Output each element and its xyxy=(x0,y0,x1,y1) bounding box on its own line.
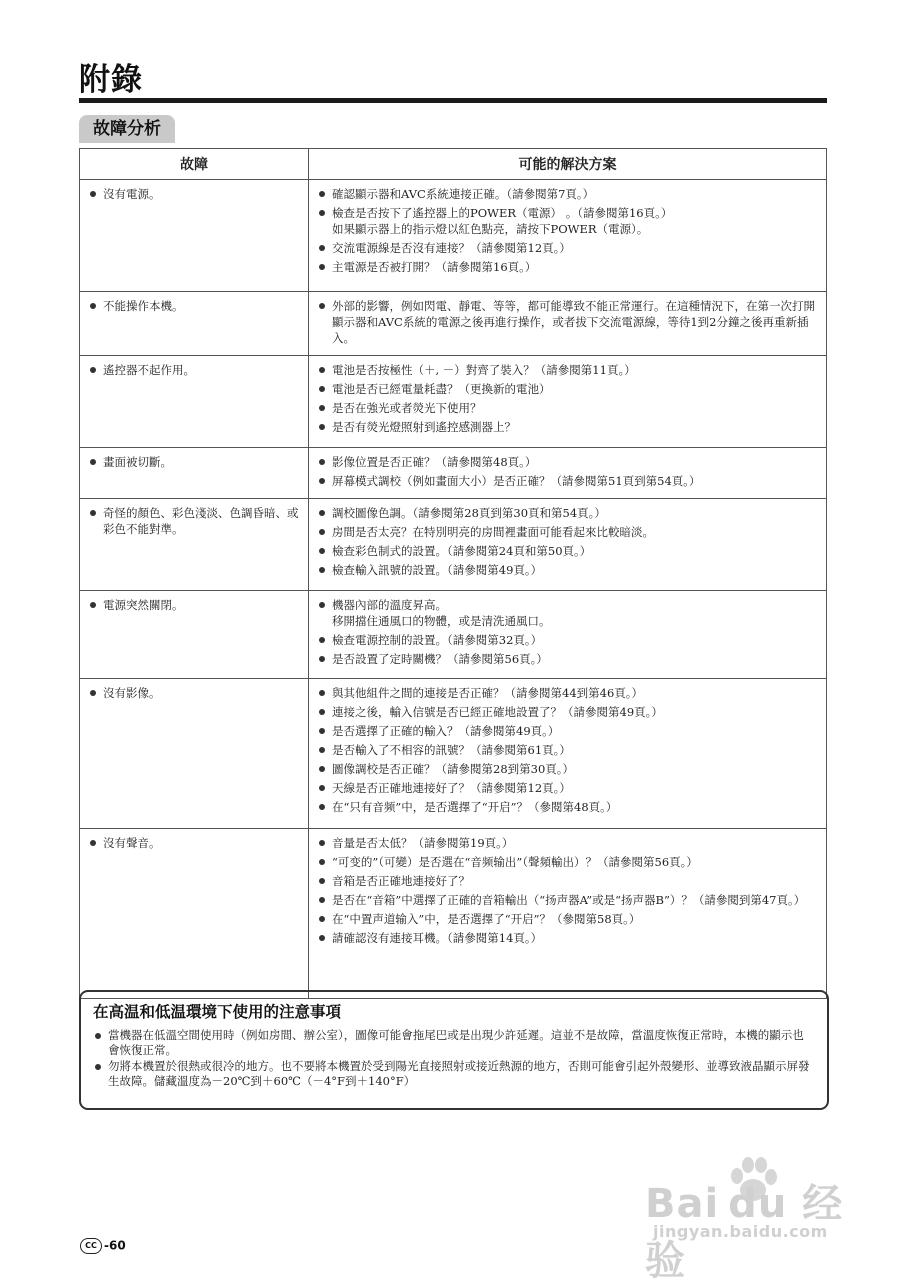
solution-item: 圖像調校是否正確？（請參閱第28到第30頁。） xyxy=(317,761,818,777)
solution-item: 連接之後，輸入信號是否已經正確地設置了？（請參閱第49頁。） xyxy=(317,704,818,720)
solution-item: 請確認沒有連接耳機。（請參閱第14頁。） xyxy=(317,930,818,946)
header-solution: 可能的解決方案 xyxy=(309,149,827,180)
solution-item: 交流電源線是否沒有連接？（請參閱第12頁。） xyxy=(317,240,818,256)
solution-item: 是否在“音箱”中選擇了正確的音箱輸出（“扬声器A”或是“扬声器B”）？（請參閱到第47頁。） xyxy=(317,892,818,908)
solution-item: 是否輸入了不相容的訊號？（請參閱第61頁。） xyxy=(317,742,818,758)
solution-item: 在“只有音频”中，是否選擇了“开启”？（參閱第48頁。） xyxy=(317,799,818,815)
problem-cell xyxy=(80,180,309,292)
page-number xyxy=(80,1238,126,1254)
problem-text: 奇怪的顏色、彩色淺淡、色調昏暗、或彩色不能對準。 xyxy=(88,505,300,537)
solution-cell xyxy=(309,356,827,448)
problem-text: 沒有電源。 xyxy=(88,186,300,202)
solution-item: 與其他組件之間的連接是否正確？（請參閱第44到第46頁。） xyxy=(317,685,818,701)
solution-cell xyxy=(309,448,827,499)
solution-item: 機器內部的溫度昇高。 移開擋住通風口的物體，或是清洗通風口。 xyxy=(317,597,818,629)
solution-item: 音量是否太低？（請參閱第19頁。） xyxy=(317,835,818,851)
header-problem: 故障 xyxy=(80,149,309,180)
solution-item: 是否設置了定時關機？（請參閱第56頁。） xyxy=(317,651,818,667)
watermark-brand: Bai du 经验 xyxy=(645,1181,844,1284)
table-row xyxy=(80,829,827,999)
problem-text: 沒有聲音。 xyxy=(88,835,300,851)
solution-cell xyxy=(309,292,827,356)
page-title: 附錄 xyxy=(79,62,143,98)
solution-cell xyxy=(309,591,827,679)
solution-item: 檢查電源控制的設置。（請參閱第32頁。） xyxy=(317,632,818,648)
solution-item: 在“中置声道输入”中，是否選擇了“开启”？（參閱第58頁。） xyxy=(317,911,818,927)
solution-cell xyxy=(309,499,827,591)
problem-text: 電源突然關閉。 xyxy=(88,597,300,613)
solution-item: 主電源是否被打開？（請參閱第16頁。） xyxy=(317,259,818,275)
solution-item: 電池是否按極性（＋, －）對齊了裝入？（請參閱第11頁。） xyxy=(317,362,818,378)
problem-cell xyxy=(80,292,309,356)
solution-item: 確認顯示器和AVC系統連接正確。（請參閱第7頁。） xyxy=(317,186,818,202)
problem-cell xyxy=(80,829,309,999)
problem-text: 沒有影像。 xyxy=(88,685,300,701)
table-header-row xyxy=(80,149,827,180)
solution-cell xyxy=(309,180,827,292)
problem-cell xyxy=(80,679,309,829)
solution-item: 天線是否正確地連接好了？（請參閱第12頁。） xyxy=(317,780,818,796)
table-row xyxy=(80,180,827,292)
problem-cell xyxy=(80,356,309,448)
table-row xyxy=(80,499,827,591)
solution-item: 是否在強光或者熒光下使用？ xyxy=(317,400,818,416)
problem-cell xyxy=(80,499,309,591)
solution-item: 電池是否已經電量耗盡？（更換新的電池） xyxy=(317,381,818,397)
solution-item: 房間是否太亮？在特別明亮的房間裡畫面可能看起來比較暗淡。 xyxy=(317,524,818,540)
solution-item: 是否選擇了正確的輸入？（請參閱第49頁。） xyxy=(317,723,818,739)
table-row xyxy=(80,679,827,829)
solution-item: 檢查輸入訊號的設置。（請參閱第49頁。） xyxy=(317,562,818,578)
caution-item: 當機器在低溫空間使用時（例如房間、辦公室），圖像可能會拖尾巴或是出現少許延遲。這並不是故障，當溫度恢復正常時，本機的顯示也會恢復正常。 xyxy=(93,1028,815,1058)
solution-cell xyxy=(309,679,827,829)
solution-item: 是否有熒光燈照射到遙控感測器上？ xyxy=(317,419,818,435)
solution-item: “可变的”（可變）是否選在“音频输出”（聲頻輸出）？（請參閱第56頁。） xyxy=(317,854,818,870)
section-heading: 故障分析 xyxy=(79,115,175,143)
watermark-url: jingyan.baidu.com xyxy=(653,1222,828,1241)
problem-text: 遙控器不起作用。 xyxy=(88,362,300,378)
solution-item: 檢查彩色制式的設置。（請參閱第24頁和第50頁。） xyxy=(317,543,818,559)
solution-item: 音箱是否正確地連接好了？ xyxy=(317,873,818,889)
solution-item: 屏幕模式調校（例如畫面大小）是否正確？（請參閱第51頁到第54頁。） xyxy=(317,473,818,489)
table-row xyxy=(80,448,827,499)
solution-item: 檢查是否按下了遙控器上的POWER（電源） 。（請參閱第16頁。） 如果顯示器上的指示燈以紅色點亮，請按下POWER（電源）。 xyxy=(317,205,818,237)
title-rule xyxy=(79,98,827,103)
solution-item: 調校圖像色調。（請參閱第28頁到第30頁和第54頁。） xyxy=(317,505,818,521)
caution-title: 在高温和低温環境下使用的注意事項 xyxy=(93,1003,342,1021)
solution-cell xyxy=(309,829,827,999)
problem-text: 不能操作本機。 xyxy=(88,298,300,314)
troubleshooting-table xyxy=(79,148,827,999)
page-number-text: -60 xyxy=(104,1238,126,1253)
table-row xyxy=(80,292,827,356)
solution-item: 影像位置是否正確？（請參閱第48頁。） xyxy=(317,454,818,470)
solution-item: 外部的影響，例如閃電、靜電、等等，都可能導致不能正常運行。在這種情況下，在第一次打開顯示器和AVC系統的電源之後再進行操作，或者拔下交流電源線，等待1到2分鐘之後再重新插入。 xyxy=(317,298,818,346)
problem-cell xyxy=(80,591,309,679)
caution-box xyxy=(79,990,829,1110)
cc-badge: CC xyxy=(80,1238,102,1254)
problem-cell xyxy=(80,448,309,499)
problem-text: 畫面被切斷。 xyxy=(88,454,300,470)
table-row xyxy=(80,591,827,679)
table-row xyxy=(80,356,827,448)
baidu-watermark xyxy=(645,1150,845,1284)
caution-item: 勿將本機置於很熱或很冷的地方。也不要將本機置於受到陽光直接照射或接近熱源的地方，否則可能會引起外殼變形、並導致液晶顯示屏發生故障。儲藏溫度為－20℃到＋60℃（－4°F到＋140°F） xyxy=(93,1059,815,1089)
